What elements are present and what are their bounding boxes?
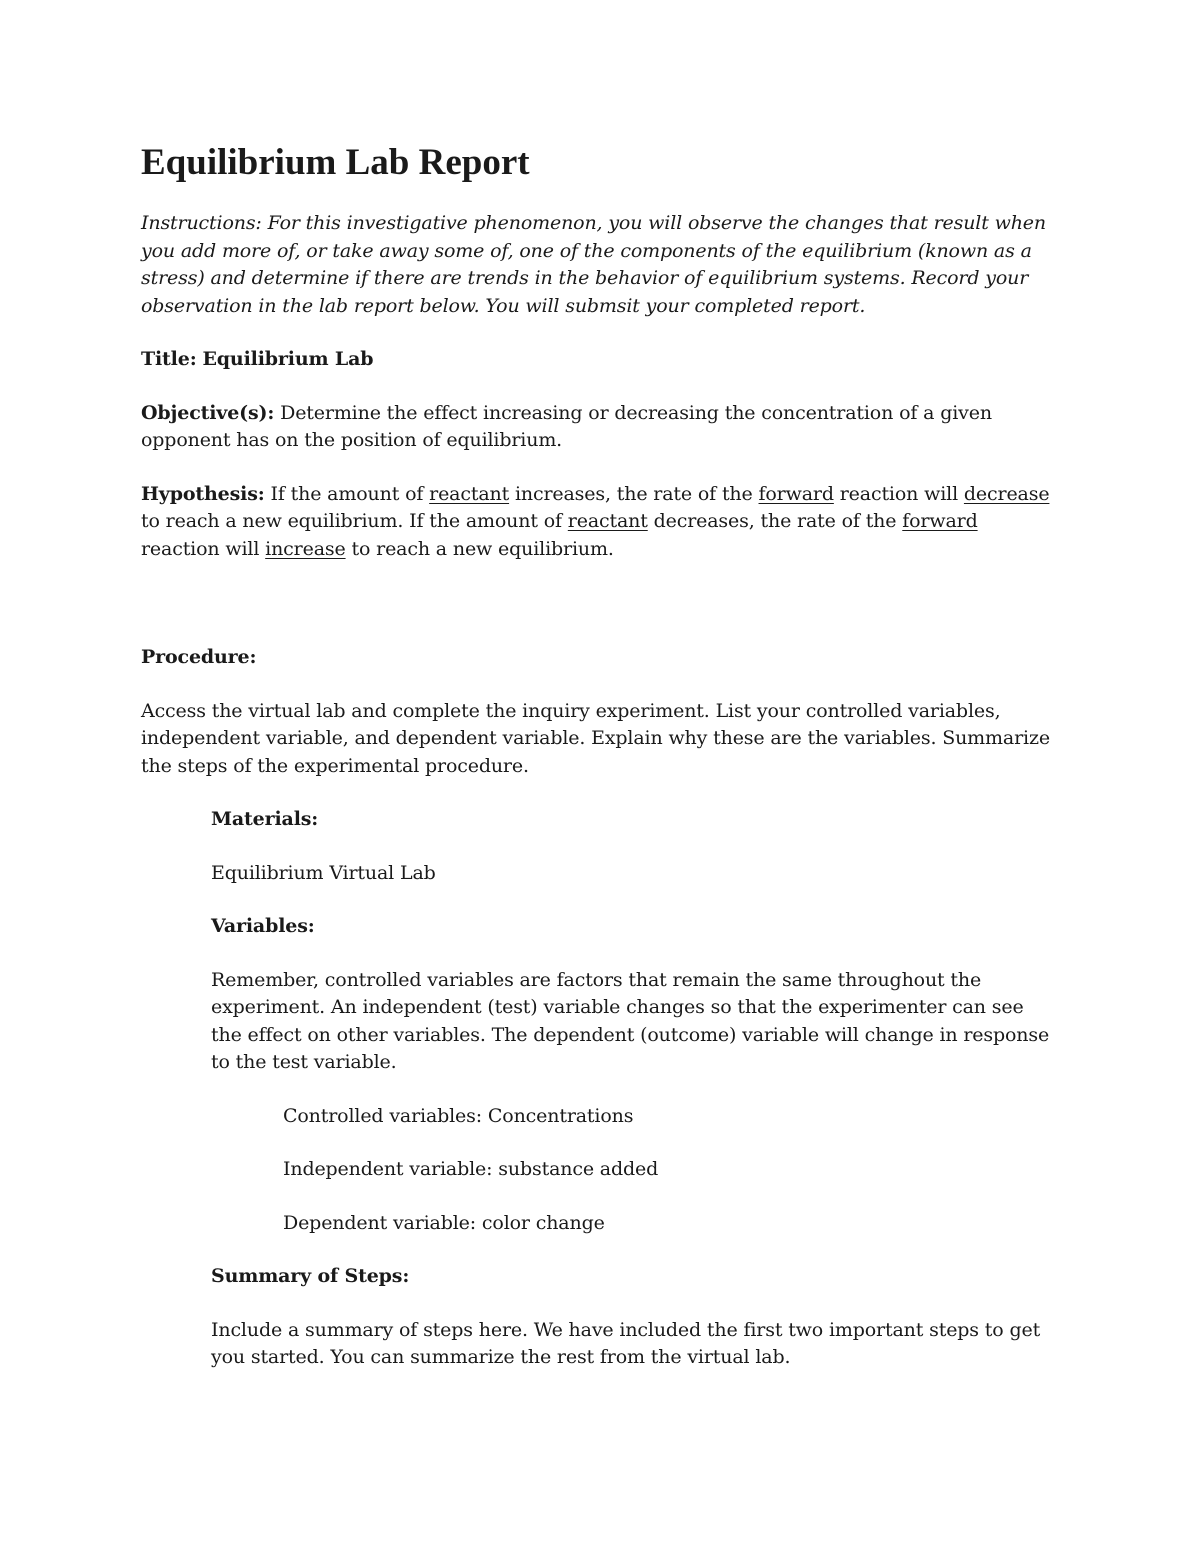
underlined-term: reactant bbox=[567, 510, 648, 532]
underlined-term: forward bbox=[902, 510, 978, 532]
instructions-label: Instructions: bbox=[141, 212, 262, 234]
lab-title-line bbox=[141, 346, 1060, 374]
underlined-term: forward bbox=[758, 482, 834, 505]
objective-text: Determine the effect increasing or decreasing the concentration of a given opponent has on the position of equilibrium. bbox=[141, 401, 992, 451]
objective-label: Objective(s): bbox=[141, 401, 275, 424]
hypothesis-text: increases, the rate of the bbox=[514, 482, 753, 505]
variables-text: Remember, controlled variables are factors that remain the same throughout the experiment. An independent (test) variable changes so that the experimenter can see the effect on other variables. The dependent (outcome) variable will change in response to the test variable. bbox=[211, 968, 1050, 1073]
hypothesis-text: to reach a new equilibrium. If the amount of bbox=[141, 510, 562, 532]
instructions-paragraph bbox=[141, 210, 1060, 320]
independent-variable: Independent variable: substance added bbox=[283, 1158, 659, 1180]
procedure-heading: Procedure: bbox=[141, 646, 257, 668]
controlled-variables: Controlled variables: Concentrations bbox=[283, 1104, 634, 1127]
hypothesis-text: reaction will bbox=[839, 482, 959, 505]
instructions-text: For this investigative phenomenon, you will observe the changes that result when you add more of, or take away some of, one of the components of the equilibrium (known as a stress) and determine if there are trends in the behavior of equilibrium systems. Record your observation in the lab report below. You will submsit your completed report. bbox=[141, 212, 1046, 317]
variables-heading: Variables: bbox=[211, 915, 315, 937]
hypothesis-text: to reach a new equilibrium. bbox=[351, 537, 614, 560]
dependent-variable: Dependent variable: color change bbox=[283, 1211, 605, 1234]
hypothesis-text: decreases, the rate of the bbox=[653, 510, 897, 532]
hypothesis-text: If the amount of bbox=[270, 482, 424, 505]
procedure-text: Access the virtual lab and complete the inquiry experiment. List your controlled variables, independent variable, and dependent variable. Explain why these are the variables. Summarize the steps of the experimental procedure. bbox=[141, 699, 1050, 777]
hypothesis-label: Hypothesis: bbox=[141, 482, 265, 505]
summary-heading: Summary of Steps: bbox=[211, 1265, 410, 1287]
lab-title-value: Equilibrium Lab bbox=[202, 348, 374, 370]
underlined-term: increase bbox=[265, 537, 346, 560]
lab-title-label: Title: bbox=[141, 348, 197, 370]
document-title: Equilibrium Lab Report bbox=[141, 142, 530, 183]
hypothesis-paragraph bbox=[141, 481, 1060, 564]
hypothesis-text: reaction will bbox=[141, 537, 260, 560]
materials-heading: Materials: bbox=[211, 808, 319, 830]
underlined-term: decrease bbox=[963, 482, 1050, 505]
materials-text: Equilibrium Virtual Lab bbox=[211, 861, 436, 884]
summary-text: Include a summary of steps here. We have included the first two important steps to get you started. You can summarize the rest from the virtual lab. bbox=[211, 1318, 1041, 1368]
objective-paragraph bbox=[141, 400, 1060, 455]
underlined-term: reactant bbox=[429, 482, 510, 505]
